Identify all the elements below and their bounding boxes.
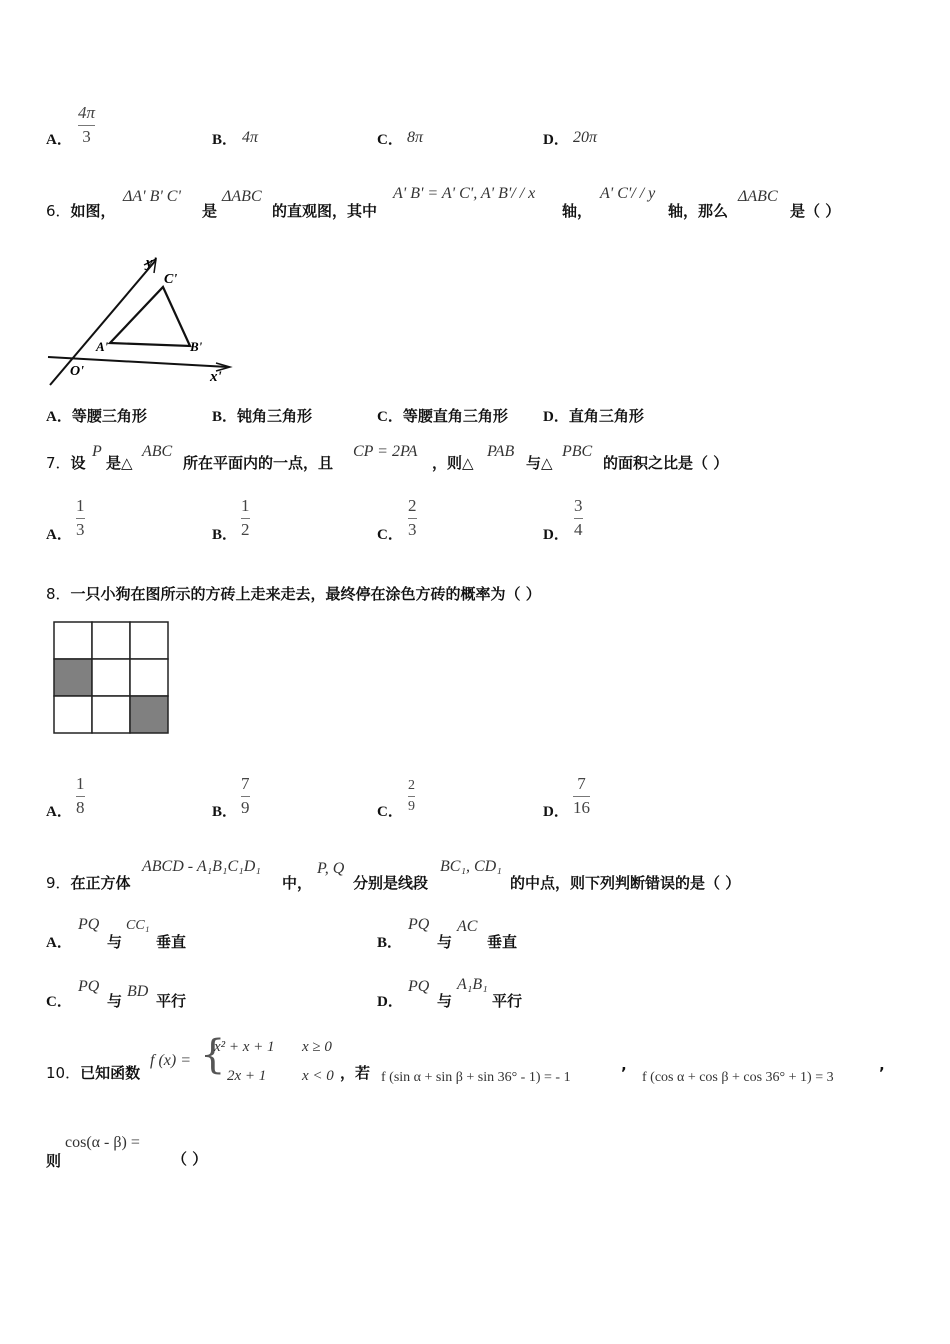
q8-option-d-fraction bbox=[573, 775, 590, 817]
q9-option-b-connector: 与 bbox=[437, 933, 453, 951]
q5-option-b-label: B． bbox=[212, 132, 238, 148]
q8-option-d-label: D． bbox=[543, 804, 569, 820]
q9-math-1: ABCD - A₁B₁C₁D₁ bbox=[142, 858, 261, 875]
q6-y-axis bbox=[50, 260, 156, 385]
q5-option-c-value: 8π bbox=[407, 129, 424, 146]
q6-option-a-label: A． bbox=[46, 409, 72, 425]
q8-text: 一只小狗在图所示的方砖上走来走去，最终停在涂色方砖的概率为（ ） bbox=[70, 585, 541, 603]
q9-option-d-connector: 与 bbox=[437, 992, 453, 1010]
tile bbox=[92, 659, 130, 696]
q8-option-a-denominator: 8 bbox=[76, 798, 85, 817]
q9-option-d-math-2: A₁B₁ bbox=[457, 976, 488, 993]
q5-option-a-fraction bbox=[78, 104, 95, 146]
q6-option-c-text: 等腰直角三角形 bbox=[402, 407, 508, 425]
q9-option-a-math-2: CC₁ bbox=[126, 918, 150, 933]
q10-math-condition-1: f (sin α + sin β + sin 36° - 1) = - 1 bbox=[381, 1070, 571, 1085]
q9-option-c-connector: 与 bbox=[107, 992, 123, 1010]
q9-option-a-connector: 与 bbox=[107, 933, 123, 951]
q7-math-3: CP = 2PA bbox=[353, 443, 418, 460]
tile bbox=[92, 696, 130, 733]
q6-text-6: 是（ ） bbox=[790, 202, 841, 220]
q8-option-a-fraction bbox=[76, 775, 85, 817]
q7-text-5: 与△ bbox=[526, 454, 553, 472]
tile bbox=[54, 622, 92, 659]
q8-option-b-denominator: 9 bbox=[241, 798, 250, 817]
q9-text-3: 分别是线段 bbox=[353, 874, 429, 892]
q9-math-2: P, Q bbox=[317, 860, 345, 877]
q9-text-1: 在正方体 bbox=[70, 874, 131, 892]
q6-label-a: A' bbox=[96, 339, 109, 354]
q6-label-y: y' bbox=[146, 255, 157, 271]
tile bbox=[130, 622, 168, 659]
q6-math-2: ΔABC bbox=[222, 188, 262, 205]
q6-math-4: A' C'/ / y bbox=[600, 185, 656, 202]
q8-tile-grid bbox=[53, 621, 170, 735]
q8-option-c-numerator: 2 bbox=[408, 778, 415, 793]
q7-option-d-fraction bbox=[574, 497, 583, 539]
q7-option-b-numerator: 1 bbox=[241, 496, 250, 515]
q10-math-condition-2: f (cos α + cos β + cos 36° + 1) = 3 bbox=[642, 1070, 834, 1085]
q7-option-c-denominator: 3 bbox=[408, 520, 417, 539]
q8-number: 8． bbox=[46, 585, 71, 603]
q8-option-d-denominator: 16 bbox=[573, 798, 590, 817]
q8-option-b-fraction bbox=[241, 775, 250, 817]
q7-option-a-numerator: 1 bbox=[76, 496, 85, 515]
q10-case-1: x² + x + 1 bbox=[214, 1039, 275, 1055]
q7-option-a-label: A． bbox=[46, 527, 72, 543]
q7-option-b-denominator: 2 bbox=[241, 520, 250, 539]
q7-option-d-denominator: 4 bbox=[574, 520, 583, 539]
q6-option-b-label: B． bbox=[212, 409, 238, 425]
shaded-tile bbox=[130, 696, 168, 733]
q9-option-d-text: 平行 bbox=[492, 992, 523, 1010]
q5-option-d-label: D． bbox=[543, 132, 569, 148]
q10-text-2: ，若 bbox=[340, 1064, 371, 1082]
q9-option-b-label: B． bbox=[377, 935, 403, 951]
q6-option-d-label: D． bbox=[543, 409, 569, 425]
q6-text-1: 如图， bbox=[70, 202, 116, 220]
q6-text-2: 是 bbox=[202, 202, 218, 220]
q6-option-d-text: 直角三角形 bbox=[568, 407, 644, 425]
q5-option-a-denominator: 3 bbox=[82, 127, 91, 146]
q9-math-3: BC₁, CD₁ bbox=[440, 858, 502, 875]
q6-math-3: A' B' = A' C', A' B'/ / x bbox=[393, 185, 536, 202]
q7-math-2: ABC bbox=[142, 443, 173, 460]
q10-condition-2: x < 0 bbox=[302, 1068, 334, 1084]
q10-text-6: （ ） bbox=[172, 1150, 208, 1168]
q10-number: 10． bbox=[46, 1064, 81, 1082]
q9-option-c-text: 平行 bbox=[156, 992, 187, 1010]
q8-option-c-label: C． bbox=[377, 804, 403, 820]
q9-option-c-math-2: BD bbox=[127, 983, 149, 1000]
q7-option-d-label: D． bbox=[543, 527, 569, 543]
q7-option-c-numerator: 2 bbox=[408, 496, 417, 515]
q10-math-question: cos(α - β) = bbox=[65, 1134, 140, 1151]
q6-figure bbox=[40, 245, 240, 395]
q9-option-a-text: 垂直 bbox=[156, 933, 187, 951]
q7-text-3: 所在平面内的一点，且 bbox=[183, 454, 334, 472]
q6-label-b: B' bbox=[190, 339, 203, 354]
q5-option-c-label: C． bbox=[377, 132, 403, 148]
q7-option-c-fraction bbox=[408, 497, 417, 539]
q10-math-function: f (x) = bbox=[150, 1052, 191, 1069]
q10-text-5: 则 bbox=[46, 1152, 62, 1170]
q8-option-a-numerator: 1 bbox=[76, 774, 85, 793]
q7-option-c-label: C． bbox=[377, 527, 403, 543]
q9-number: 9． bbox=[46, 874, 71, 892]
q6-label-c: C' bbox=[164, 272, 178, 287]
q7-option-b-fraction bbox=[241, 497, 250, 539]
q6-math-1: ΔA' B' C' bbox=[123, 188, 181, 205]
q8-option-b-numerator: 7 bbox=[241, 774, 250, 793]
q10-text-3: ’ bbox=[621, 1064, 627, 1082]
q9-option-c-label: C． bbox=[46, 994, 72, 1010]
q7-math-1: P bbox=[92, 443, 102, 460]
q7-option-a-fraction bbox=[76, 497, 85, 539]
q7-text-1: 设 bbox=[70, 454, 86, 472]
q7-text-6: 的面积之比是（ ） bbox=[603, 454, 729, 472]
q6-text-4: 轴， bbox=[562, 202, 593, 220]
q6-math-5: ΔABC bbox=[738, 188, 778, 205]
q6-option-c-label: C． bbox=[377, 409, 403, 425]
q5-option-d-value: 20π bbox=[573, 129, 598, 146]
q7-text-4: ，则△ bbox=[432, 454, 474, 472]
shaded-tile bbox=[54, 659, 92, 696]
q7-math-4: PAB bbox=[487, 443, 515, 460]
q8-option-d-numerator: 7 bbox=[577, 774, 586, 793]
q8-option-c-denominator: 9 bbox=[408, 799, 415, 814]
q6-text-3: 的直观图，其中 bbox=[272, 202, 378, 220]
q5-option-a-label: A． bbox=[46, 132, 72, 148]
q9-option-a-math-1: PQ bbox=[78, 916, 100, 933]
q8-option-b-label: B． bbox=[212, 804, 238, 820]
q9-option-b-text: 垂直 bbox=[487, 933, 518, 951]
q6-label-x: x' bbox=[210, 369, 222, 385]
q5-option-b-value: 4π bbox=[242, 129, 259, 146]
q10-text-1: 已知函数 bbox=[80, 1064, 141, 1082]
q7-number: 7． bbox=[46, 454, 71, 472]
q10-case-2: 2x + 1 bbox=[227, 1068, 267, 1084]
q6-triangle bbox=[110, 287, 190, 346]
q6-number: 6． bbox=[46, 202, 71, 220]
q6-option-a-text: 等腰三角形 bbox=[71, 407, 147, 425]
q6-text-5: 轴，那么 bbox=[668, 202, 729, 220]
q8-option-a-label: A． bbox=[46, 804, 72, 820]
q9-option-d-math-1: PQ bbox=[408, 978, 430, 995]
q9-text-2: 中， bbox=[282, 874, 313, 892]
q6-option-b-text: 钝角三角形 bbox=[237, 407, 313, 425]
q10-text-4: ’ bbox=[879, 1064, 885, 1082]
q9-option-b-math-1: PQ bbox=[408, 916, 430, 933]
q10-brace: { bbox=[200, 1032, 226, 1078]
q6-label-o: O' bbox=[70, 364, 84, 379]
q5-option-a-numerator: 4π bbox=[78, 103, 96, 122]
tile bbox=[54, 696, 92, 733]
q7-option-a-denominator: 3 bbox=[76, 520, 85, 539]
q9-option-b-math-2: AC bbox=[457, 918, 478, 935]
q7-option-b-label: B． bbox=[212, 527, 238, 543]
q7-option-d-numerator: 3 bbox=[574, 496, 583, 515]
q9-option-a-label: A． bbox=[46, 935, 72, 951]
q7-text-2: 是△ bbox=[106, 454, 133, 472]
q8-option-c-fraction bbox=[408, 778, 415, 814]
q10-condition-1: x ≥ 0 bbox=[302, 1039, 332, 1055]
q7-math-5: PBC bbox=[562, 443, 593, 460]
q9-option-d-label: D． bbox=[377, 994, 403, 1010]
q9-option-c-math-1: PQ bbox=[78, 978, 100, 995]
tile bbox=[92, 622, 130, 659]
q9-text-4: 的中点，则下列判断错误的是（ ） bbox=[510, 874, 741, 892]
tile bbox=[130, 659, 168, 696]
